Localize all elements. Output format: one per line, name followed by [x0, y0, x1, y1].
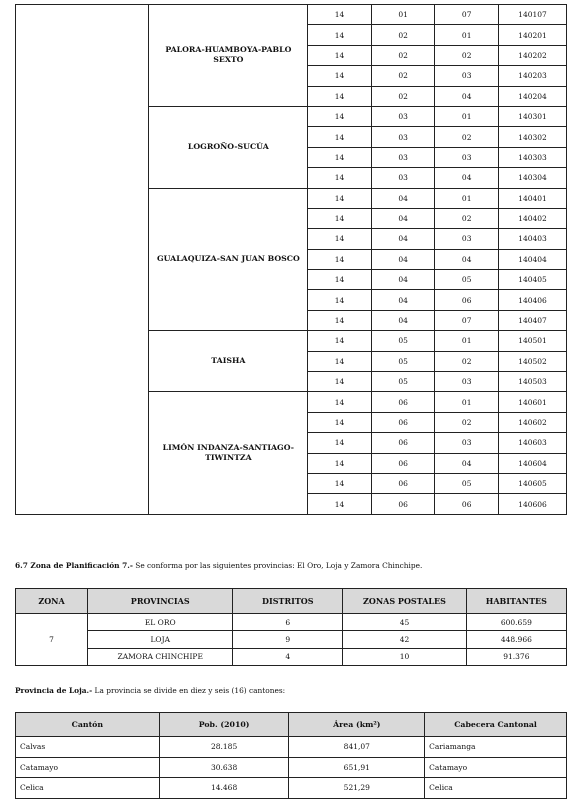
districts-count: 4: [233, 648, 343, 665]
table-row: [16, 778, 567, 799]
province-code: 14: [308, 127, 372, 147]
postal-code-table: [15, 4, 567, 515]
canton-code: 03: [371, 147, 435, 167]
parish-code: 04: [435, 249, 499, 269]
cabecera: Celica: [425, 778, 567, 799]
table-row: [16, 614, 567, 631]
province-code: 14: [308, 168, 372, 188]
parish-code: 04: [435, 86, 499, 106]
postal-code: 140203: [498, 66, 566, 86]
postal-code: 140501: [498, 331, 566, 351]
zone-7-text: Se conforma por las siguientes provincias: El Oro, Loja y Zamora Chinchipe.: [132, 561, 423, 570]
province-code: 14: [308, 331, 372, 351]
postal-code: 140202: [498, 45, 566, 65]
postal-code: 140201: [498, 25, 566, 45]
parish-code: 03: [435, 229, 499, 249]
parish-code: 02: [435, 208, 499, 228]
province-code: 14: [308, 453, 372, 473]
parish-code: 01: [435, 188, 499, 208]
province-blank-cell: [16, 5, 149, 515]
postal-code: 140604: [498, 453, 566, 473]
parish-code: 07: [435, 5, 499, 25]
postal-code: 140605: [498, 473, 566, 493]
parish-code: 07: [435, 310, 499, 330]
table-row: [16, 631, 567, 648]
population: 30.638: [159, 757, 289, 778]
population: 14.468: [159, 778, 289, 799]
header-zona: ZONA: [16, 589, 88, 614]
canton-code: 04: [371, 310, 435, 330]
province-name: EL ORO: [88, 614, 233, 631]
table-row: [16, 737, 567, 758]
canton-name: Calvas: [16, 737, 160, 758]
postal-code: 140407: [498, 310, 566, 330]
postal-code: 140303: [498, 147, 566, 167]
zone-7-table: [15, 588, 567, 666]
parish-code: 04: [435, 453, 499, 473]
table-row: [16, 757, 567, 778]
header-area: Área (km²): [289, 713, 425, 737]
province-code: 14: [308, 290, 372, 310]
province-code: 14: [308, 229, 372, 249]
postal-code: 140406: [498, 290, 566, 310]
canton-code: 06: [371, 412, 435, 432]
header-habitantes: HABITANTES: [466, 589, 566, 614]
districts-count: 9: [233, 631, 343, 648]
canton-code: 02: [371, 66, 435, 86]
postal-code: 140503: [498, 372, 566, 392]
province-code: 14: [308, 249, 372, 269]
table-row: [16, 5, 567, 25]
header-zonas-postales: ZONAS POSTALES: [343, 589, 467, 614]
cabecera: Catamayo: [425, 757, 567, 778]
parish-code: 03: [435, 372, 499, 392]
parish-code: 02: [435, 351, 499, 371]
canton-name: GUALAQUIZA-SAN JUAN BOSCO: [149, 188, 308, 331]
header-distritos: DISTRITOS: [233, 589, 343, 614]
parish-code: 01: [435, 106, 499, 126]
province-code: 14: [308, 310, 372, 330]
canton-code: 03: [371, 127, 435, 147]
zona-number: 7: [16, 614, 88, 666]
postal-zones-count: 10: [343, 648, 467, 665]
canton-name: LOGROÑO-SUCÚA: [149, 106, 308, 188]
province-code: 14: [308, 86, 372, 106]
province-code: 14: [308, 147, 372, 167]
postal-code: 140606: [498, 494, 566, 514]
canton-code: 05: [371, 351, 435, 371]
canton-name: TAISHA: [149, 331, 308, 392]
parish-code: 06: [435, 494, 499, 514]
zone-7-heading: 6.7 Zona de Planificación 7.-: [15, 561, 133, 570]
header-poblacion: Pob. (2010): [159, 713, 289, 737]
province-code: 14: [308, 25, 372, 45]
postal-code: 140404: [498, 249, 566, 269]
canton-code: 04: [371, 270, 435, 290]
canton-code: 06: [371, 453, 435, 473]
province-code: 14: [308, 45, 372, 65]
postal-code: 140601: [498, 392, 566, 412]
header-provincias: PROVINCIAS: [88, 589, 233, 614]
postal-code: 140204: [498, 86, 566, 106]
province-code: 14: [308, 351, 372, 371]
postal-code: 140502: [498, 351, 566, 371]
postal-zones-count: 45: [343, 614, 467, 631]
canton-code: 04: [371, 249, 435, 269]
canton-name: PALORA-HUAMBOYA-PABLO SEXTO: [149, 5, 308, 107]
postal-zones-count: 42: [343, 631, 467, 648]
postal-code: 140401: [498, 188, 566, 208]
province-code: 14: [308, 5, 372, 25]
canton-code: 02: [371, 25, 435, 45]
parish-code: 03: [435, 66, 499, 86]
postal-code: 140405: [498, 270, 566, 290]
parish-code: 05: [435, 473, 499, 493]
population: 91.376: [466, 648, 566, 665]
province-code: 14: [308, 494, 372, 514]
postal-code: 140602: [498, 412, 566, 432]
loja-text: La provincia se divide en diez y seis (16) cantones:: [92, 686, 286, 695]
loja-table-header: [16, 713, 567, 737]
province-code: 14: [308, 106, 372, 126]
parish-code: 02: [435, 412, 499, 432]
population: 28.185: [159, 737, 289, 758]
province-code: 14: [308, 433, 372, 453]
parish-code: 02: [435, 45, 499, 65]
postal-code: 140304: [498, 168, 566, 188]
population: 600.659: [466, 614, 566, 631]
canton-name: LIMÓN INDANZA-SANTIAGO-TIWINTZA: [149, 392, 308, 514]
canton-code: 01: [371, 5, 435, 25]
postal-code: 140403: [498, 229, 566, 249]
canton-code: 04: [371, 290, 435, 310]
area: 521,29: [289, 778, 425, 799]
area: 841,07: [289, 737, 425, 758]
postal-code: 140603: [498, 433, 566, 453]
parish-code: 06: [435, 290, 499, 310]
zone-7-paragraph: [15, 561, 422, 570]
province-code: 14: [308, 372, 372, 392]
province-code: 14: [308, 392, 372, 412]
header-canton: Cantón: [16, 713, 160, 737]
canton-name: Celica: [16, 778, 160, 799]
canton-code: 05: [371, 331, 435, 351]
province-code: 14: [308, 188, 372, 208]
parish-code: 01: [435, 331, 499, 351]
province-code: 14: [308, 412, 372, 432]
loja-heading: Provincia de Loja.-: [15, 686, 93, 695]
population: 448.966: [466, 631, 566, 648]
loja-paragraph: [15, 686, 285, 695]
loja-cantons-table: [15, 712, 567, 799]
parish-code: 03: [435, 433, 499, 453]
canton-code: 03: [371, 168, 435, 188]
canton-code: 02: [371, 45, 435, 65]
postal-code: 140402: [498, 208, 566, 228]
parish-code: 02: [435, 127, 499, 147]
province-code: 14: [308, 208, 372, 228]
province-name: LOJA: [88, 631, 233, 648]
canton-code: 04: [371, 229, 435, 249]
canton-code: 03: [371, 106, 435, 126]
province-name: ZAMORA CHINCHIPE: [88, 648, 233, 665]
parish-code: 03: [435, 147, 499, 167]
canton-code: 06: [371, 392, 435, 412]
header-cabecera: Cabecera Cantonal: [425, 713, 567, 737]
postal-code: 140301: [498, 106, 566, 126]
table-row: [16, 648, 567, 665]
canton-code: 06: [371, 473, 435, 493]
canton-name: Catamayo: [16, 757, 160, 778]
parish-code: 05: [435, 270, 499, 290]
postal-code: 140107: [498, 5, 566, 25]
canton-code: 04: [371, 188, 435, 208]
province-code: 14: [308, 66, 372, 86]
cabecera: Cariamanga: [425, 737, 567, 758]
postal-code: 140302: [498, 127, 566, 147]
canton-code: 06: [371, 494, 435, 514]
province-code: 14: [308, 270, 372, 290]
zone-table-header: [16, 589, 567, 614]
parish-code: 01: [435, 25, 499, 45]
canton-code: 02: [371, 86, 435, 106]
parish-code: 01: [435, 392, 499, 412]
parish-code: 04: [435, 168, 499, 188]
canton-code: 04: [371, 208, 435, 228]
canton-code: 06: [371, 433, 435, 453]
area: 651,91: [289, 757, 425, 778]
province-code: 14: [308, 473, 372, 493]
districts-count: 6: [233, 614, 343, 631]
canton-code: 05: [371, 372, 435, 392]
